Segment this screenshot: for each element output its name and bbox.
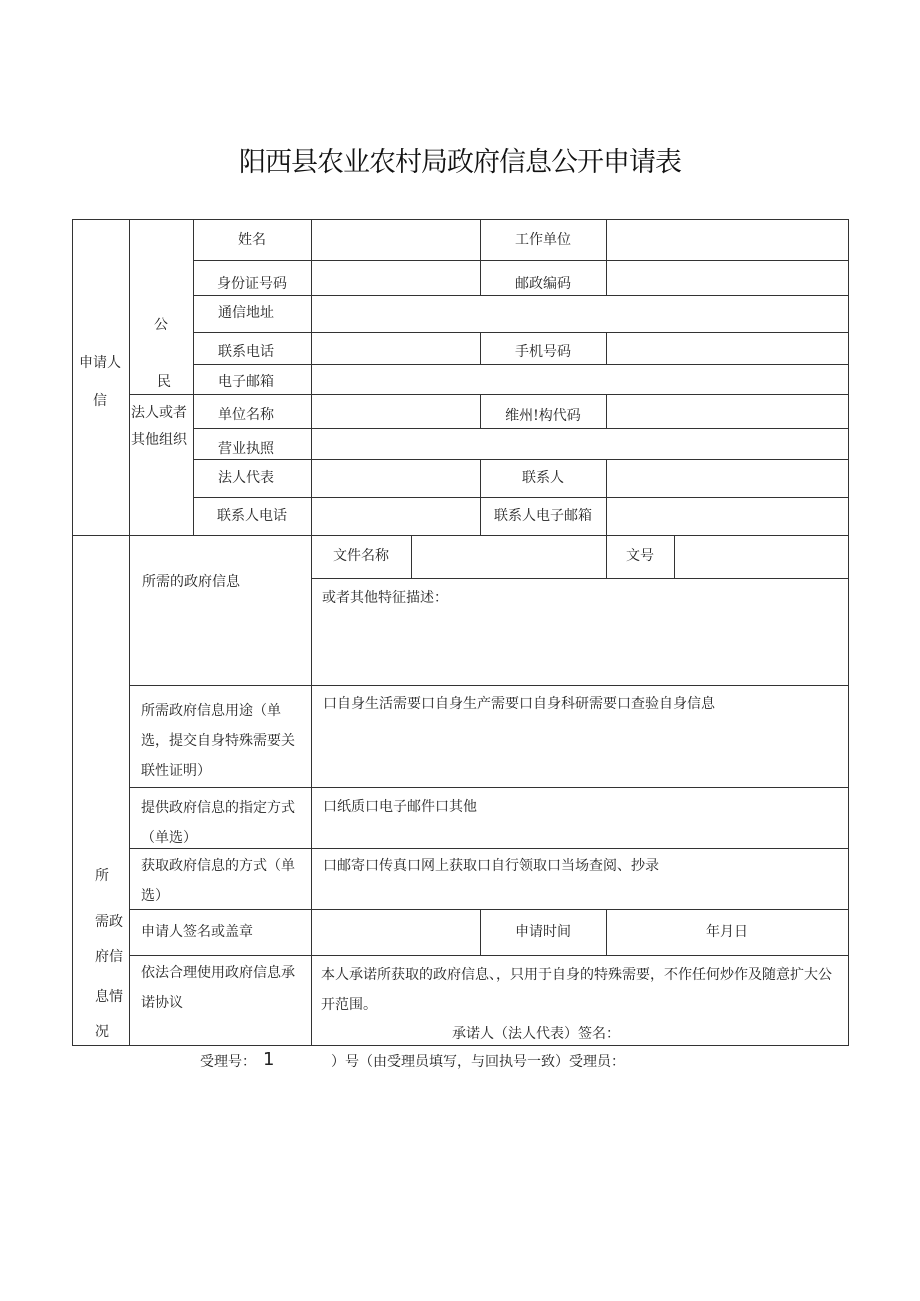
agreement-text: 本人承诺所获取的政府信息、，只用于自身的特殊需要，不作任何炒作及随意扩大公开范围。 (321, 967, 832, 1013)
contact-phone-label: 联系人电话 (217, 508, 287, 524)
agreement-label: 依法合理使用政府信息承诺协议 (141, 965, 295, 1011)
accept-number-value: 1 (263, 1049, 275, 1070)
work-unit-label: 工作单位 (515, 232, 571, 248)
contact-label: 联系人 (522, 470, 564, 486)
applicant-section-label: 申请人 (79, 355, 121, 371)
license-label: 营业执照 (218, 441, 274, 457)
purpose-label: 所需政府信息用途（单选，提交自身特殊需要关联性证明） (141, 703, 295, 779)
address-label: 通信地址 (218, 305, 274, 321)
date-placeholder: 年月日 (706, 924, 748, 940)
contact-email-label: 联系人电子邮箱 (494, 508, 592, 524)
obtain-method-options[interactable]: 口邮寄口传真口网上获取口自行领取口当场查阅、抄录 (323, 858, 659, 874)
purpose-options[interactable]: 口自身生活需要口自身生产需要口自身科研需要口查验自身信息 (323, 696, 715, 712)
info-section-label-5: 况 (95, 1024, 109, 1040)
info-section-label-3: 府信 (95, 949, 123, 965)
phone-label: 联系电话 (218, 344, 274, 360)
citizen-label: 公 (154, 317, 168, 333)
email-label: 电子邮箱 (218, 374, 274, 390)
org-label-2: 其他组织 (131, 432, 187, 448)
mobile-label: 手机号码 (515, 344, 571, 360)
needed-info-label: 所需的政府信息 (142, 574, 240, 590)
provide-method-label: 提供政府信息的指定方式（单选） (141, 800, 295, 846)
info-section-label-2: 需政 (95, 914, 123, 930)
unit-name-label: 单位名称 (218, 407, 274, 423)
provide-method-options[interactable]: 口纸质口电子邮件口其他 (323, 799, 477, 815)
doc-number-label: 文号 (626, 548, 654, 564)
info-section-label-4: 息情 (95, 989, 123, 1005)
id-number-label: 身份证号码 (217, 276, 287, 292)
org-code-label: 维州!构代码 (505, 408, 581, 424)
other-description-label: 或者其他特征描述： (322, 590, 448, 606)
promisor-signature-label: 承诺人（法人代表）签名： (452, 1026, 620, 1042)
org-label: 法人或者 (131, 405, 187, 421)
apply-time-label: 申请时间 (515, 924, 571, 940)
page-title: 阳西县农业农村局政府信息公开申请表 (239, 147, 681, 178)
obtain-method-label: 获取政府信息的方式（单选） (141, 858, 295, 904)
citizen-label-2: 民 (157, 374, 171, 390)
name-label: 姓名 (238, 232, 266, 248)
signature-label: 申请人签名或盖章 (141, 924, 253, 940)
applicant-section-label-2: 信 (93, 393, 107, 409)
file-name-label: 文件名称 (333, 548, 389, 564)
info-section-label-1: 所 (95, 868, 109, 884)
accept-number-tail: ）号（由受理员填写，与回执号一致）受理员： (331, 1054, 625, 1070)
postcode-label: 邮政编码 (515, 276, 571, 292)
accept-number-label: 受理号： (200, 1054, 256, 1070)
legal-rep-label: 法人代表 (218, 470, 274, 486)
